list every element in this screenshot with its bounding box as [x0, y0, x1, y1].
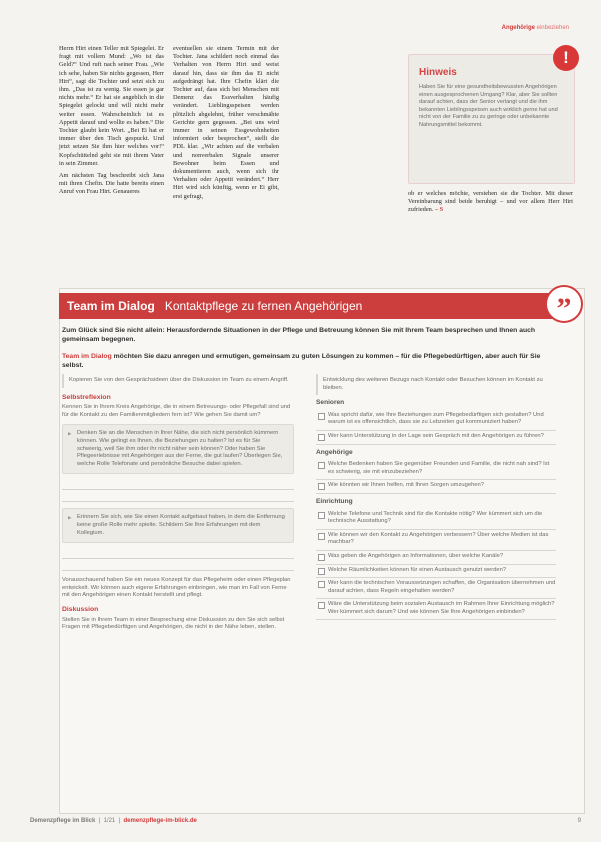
checklist-item: Was geben die Angehörigen an Informationen, über welche Kanäle?	[316, 551, 556, 565]
hinweis-title: Hinweis	[419, 67, 457, 78]
article-column-3	[408, 190, 573, 219]
paragraph: Stellen Sie in Ihrem Team in einer Besprechung eine Diskussion zu den Sie sich selbst Fragen mit Pflegebedürftigen und Angehörigen, die nicht in der Nähe leben, stellen.	[62, 616, 285, 631]
checklist-item: Welche Bedenken haben Sie gegenüber Freunden und Familie, die nicht nah sind? Ist es schwierig, sie mit einzubeziehen?	[316, 459, 556, 480]
paragraph: Kennen Sie in Ihrem Kreis Angehörige, die in einem Betreuungs- oder Pflegefall sind und für die Kontakt zu den Familienmitgliedern fern ist? Wie gehen Sie damit um?	[62, 404, 291, 418]
quote-icon: ”	[545, 285, 583, 323]
dialog-intro-2: Team im Dialog möchten Sie dazu anregen und ermutigen, gemeinsam zu guten Lösungen zu kommen – für die Pflegebedürftigen, aber auch für Sie selbst.	[62, 353, 541, 369]
right-lead: Entwicklung des weiteren Bezugs nach Kontakt oder Besuchen können im Kontakt zu bleiben.	[316, 374, 556, 395]
article-paragraph: Am nächsten Tag beschreibt sich Jana mit ihren Chefin. Die hatte bereits einen Anruf von Frau Hirt. Genaueres	[59, 172, 164, 196]
article-paragraph: eventuellen sie einem Termin mit der Tochter. Jana schildert noch einmal das Verhalten von Herrn Hirt und weist darauf hin, dass sie ihm das Ei nicht aufgedrängt hat. Ihre Chefin klärt die Tochter auf, dass sich bei Menschen mit Demenz das Essverhalten häufig verändert. Lieblingsspeisen werden plötzlich abgelehnt, früher verschmähte Gerichte gern gegessen. „Bei uns wird immer in seinen Essgewohnheiten informiert oder besprochen“, stellt die PDL klar. „Wir achten auf die verbalen und nonverbalen Signale unserer Bewohner beim Essen und dokumentieren auch, wenn sich ihr Verhalten oder Appetit verändert.“ Herr Hirt wird sich künftig, wenn er Ei gibt, erst gefragt,	[173, 45, 279, 200]
left-lead: Kopieren Sie von den Gesprächsideen über die Diskussion im Team zu einem Angriff.	[62, 374, 294, 388]
heading-diskussion: Diskussion	[62, 605, 99, 613]
article-column-2	[173, 45, 279, 205]
team-dialog-banner: Team im Dialog Kontaktpflege zu fernen Angehörigen	[59, 293, 559, 319]
heading-senioren: Senioren	[316, 399, 345, 407]
reflection-box: ▶ Denken Sie an die Menschen in Ihrer Nähe, die sich nicht persönlich kümmern können. Wie gelingt es Ihnen, die Beziehungen zu halten? Ist es für Sie schwierig, weil Sie ihm oder ihr nicht näher sein können? Oder haben Sie Pflegeerlebnisse mit Angehörigen aus der Ferne, die gut laufen? Überlegen Sie, welche Rolle Telefonate und persönliche Besuche dabei spielen.	[62, 424, 294, 474]
dialog-left-column	[62, 374, 294, 632]
hinweis-box	[408, 54, 575, 184]
exclamation-icon: !	[553, 45, 579, 71]
checklist-item: Welche Telefone und Technik sind für die Kontakte nötig? Wer kümmert sich um die technische Ausstattung?	[316, 509, 556, 530]
checklist-item: Wie können wir den Kontakt zu Angehörigen verbessern? Über welche Medien ist das machbar?	[316, 530, 556, 551]
checklist-item: Wer kann Unterstützung in der Lage sein Gespräch mit den Angehörigen zu führen?	[316, 431, 556, 445]
end-mark: – S	[434, 206, 444, 214]
checklist-item: Wie könnten wir Ihnen helfen, mit Ihren Sorgen umzugehen?	[316, 480, 556, 494]
section-tag: Angehörige einbeziehen	[501, 25, 569, 31]
checklist-item: Wer kann die technischen Voraussetzungen schaffen, die Organisation übernehmen und darauf achten, dass Regeln eingehalten werden?	[316, 578, 556, 599]
page-footer: Demenzpflege im Blick | 1/21 | demenzpflege-im-blick.de	[30, 818, 197, 824]
dialog-intro: Zum Glück sind Sie nicht allein: Herausfordernde Situationen in der Pflege und Betreuung können Sie mit Ihrem Team besprechen und Ihnen auch gemeinsam begegnen.	[62, 327, 536, 343]
checklist-item: Welche Räumlichkeiten können für einen Austausch genutzt werden?	[316, 565, 556, 579]
article-paragraph: Herrn Hirt einen Teller mit Spiegelei. Er fragt mit vollem Mund: „Wo ist das Geld?“ Und ruft nach seiner Frau. „Wie ich sehe, haben Sie nichts gegessen, Herr Hirt“, sagt die Tochter und setzt sich zu ihm. „Das ist zu wenig. Sie essen ja gar nichts mehr.“ Er hat sie angeblich in die Spiegelei gelockt und will nicht mehr weiter essen. Wahrscheinlich ist es Appetit darauf und wollte es haben.“ Die Tochter glaubt kein Wort. „Bei Ei hat er immer über den Tisch gespuckt. Und jetzt setzen Sie ihm hier welches vor!“ Kopfschüttelnd geht sie mit ihrem Vater in sein Zimmer.	[59, 45, 164, 167]
journal-name: Demenzpflege im Blick	[30, 818, 96, 824]
answer-line	[62, 547, 294, 559]
article-column-1	[59, 45, 164, 201]
checklist-item: Was spricht dafür, wie Ihre Beziehungen zum Pflegebedürftigen sich gestalten? Und warum ist es offensichtlich, dass sie zu Lebzeiten gut kommuniziert haben?	[316, 410, 556, 431]
article-paragraph: ob er welches möchte, verstehen sie die Tochter. Mit dieser Vereinbarung sind beide beruhigt – und vor allem Herr Hirt zufrieden.	[408, 190, 573, 214]
heading-angehoerige: Angehörige	[316, 448, 353, 456]
page-number: 9	[577, 818, 581, 824]
heading-einrichtung: Einrichtung	[316, 497, 353, 505]
hinweis-text: Haben Sie für eine gesundheitsbewussten Angehörigen einen ausgesprochenen Umgang? Klar, aber Sie sollten darauf achten, dass der Senior verlangt und die ihm bekannten Lieblingsspeisen auch wirklich gerne hat und nicht von der Familie zu zu geringe oder unbekannte Nahrungsmittel bekommt.	[419, 84, 558, 128]
dialog-right-column	[316, 374, 556, 620]
answer-line	[62, 490, 294, 502]
paragraph: Vorausschauend haben Sie ein neues Konzept für das Pflegeheim oder einen Pflegeplan entwickelt. Wir können auch eigene Erfahrungen einbringen, wie man im Fall von Ferne mit den Angehörigen einen Kontakt herstellt und pflegt.	[62, 577, 291, 599]
checklist-item: Wäre die Unterstützung beim sozialen Austausch im Rahmen Ihrer Einrichtung möglich? Wer kümmert sich darum? Und wie können Sie Ihre Angehörigen einbinden?	[316, 599, 556, 620]
reflection-box: ▶ Erinnern Sie sich, wie Sie einen Kontakt aufgebaut haben, in dem die Entfernung keine große Rolle mehr spielte. Schildern Sie Ihre Erfahrungen mit dem Kollegium.	[62, 508, 294, 543]
answer-line	[62, 559, 294, 571]
heading-selbstreflexion: Selbstreflexion	[62, 393, 111, 401]
journal-url[interactable]: demenzpflege-im-blick.de	[123, 818, 197, 824]
issue-number: 1/21	[103, 818, 116, 824]
answer-line	[62, 478, 294, 490]
